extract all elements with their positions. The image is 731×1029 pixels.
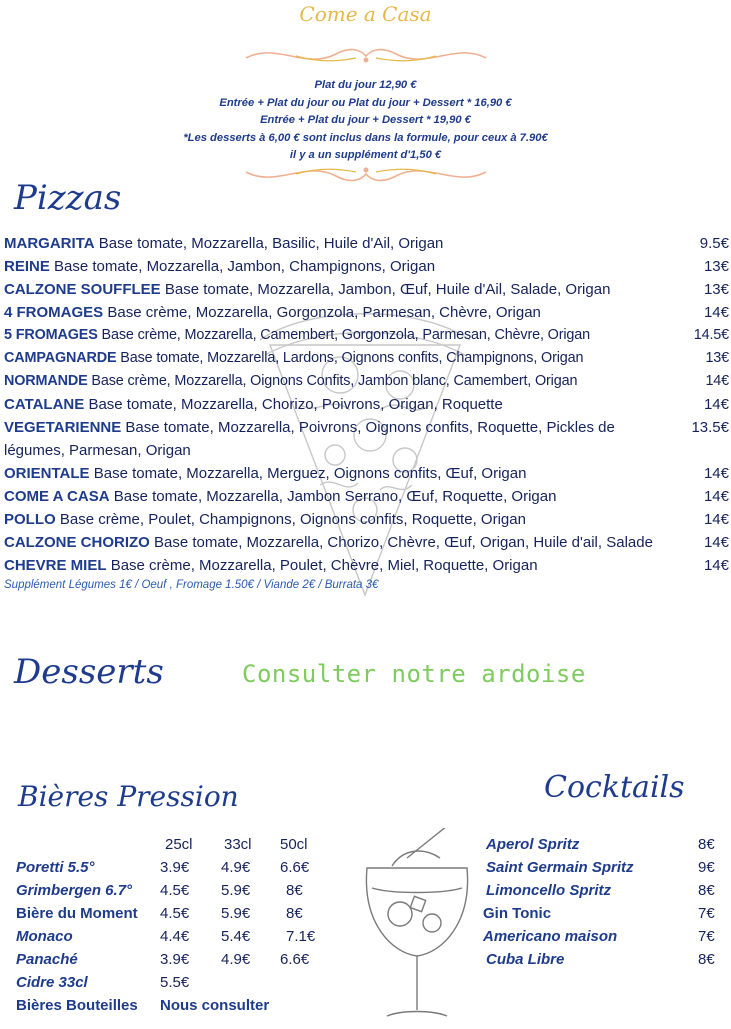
pizza-desc: Base tomate, Mozzarella, Merguez, Oignons confits, Œuf, Origan xyxy=(93,465,527,482)
beer-price-25: 3.9€ xyxy=(160,951,190,968)
beer-row xyxy=(16,882,336,899)
beer-row xyxy=(16,974,336,991)
beer-name: Poretti 5.5° xyxy=(16,859,95,876)
cocktail-glass-illustration xyxy=(352,828,482,1029)
pizza-desc: Base tomate, Mozzarella, Jambon, Œuf, Huile d'Ail, Salade, Origan xyxy=(164,281,611,298)
pizza-item xyxy=(4,255,729,278)
beer-row xyxy=(16,928,336,945)
pizza-desc: Base crème, Mozzarella, Gorgonzola, Parmesan, Chèvre, Origan xyxy=(107,304,541,321)
pizza-price: 13€ xyxy=(703,281,729,298)
pizza-price: 14€ xyxy=(703,534,729,551)
pizza-price: 14€ xyxy=(703,304,729,321)
beer-price-25: 5.5€ xyxy=(160,974,190,991)
beer-col-header: 33cl xyxy=(224,836,252,853)
pizza-price: 14€ xyxy=(703,511,729,528)
pizza-item xyxy=(4,508,729,531)
beer-name: Panaché xyxy=(16,951,78,968)
beer-col-header: 50cl xyxy=(280,836,308,853)
cocktail-item xyxy=(486,882,722,899)
beer-name: Monaco xyxy=(16,928,73,945)
beer-price-50: 8€ xyxy=(286,882,303,899)
pizza-item xyxy=(4,416,729,462)
cocktail-name: Limoncello Spritz xyxy=(486,882,612,899)
pizza-item xyxy=(4,462,729,485)
beer-row xyxy=(16,859,336,876)
pizza-desc: Base tomate, Mozzarella, Basilic, Huile d'Ail, Origan xyxy=(98,235,444,252)
pizza-supplement: Supplément Légumes 1€ / Oeuf , Fromage 1.50€ / Viande 2€ / Burrata 3€ xyxy=(4,579,379,591)
pizza-name: CAMPAGNARDE xyxy=(4,350,117,366)
cocktail-item xyxy=(486,836,722,853)
beer-name: Grimbergen 6.7° xyxy=(16,882,133,899)
pizza-price: 9.5€ xyxy=(699,235,729,252)
pizza-desc: Base crème, Mozzarella, Poulet, Chèvre, Miel, Roquette, Origan xyxy=(110,557,538,574)
cocktail-item xyxy=(483,905,722,922)
desserts-note: Consulter notre ardoise xyxy=(242,660,586,688)
beer-price-25: 3.9€ xyxy=(160,859,190,876)
cocktail-price: 8€ xyxy=(698,836,715,853)
beer-row xyxy=(16,905,336,922)
pizza-item xyxy=(4,370,729,393)
beer-price-50: 6.6€ xyxy=(280,859,310,876)
beer-price-33: 5.9€ xyxy=(221,905,251,922)
cocktail-item xyxy=(486,859,722,876)
pizza-desc: Base tomate, Mozzarella, Chorizo, Poivrons, Origan, Roquette xyxy=(88,396,503,413)
pizza-item xyxy=(4,232,729,255)
cocktail-price: 8€ xyxy=(698,951,715,968)
pizza-name: 4 FROMAGES xyxy=(4,304,104,321)
formula-line: *Les desserts à 6,00 € sont inclus dans la formule, pour ceux à 7.90€ xyxy=(183,131,548,144)
pizza-name: NORMANDE xyxy=(4,373,88,389)
pizza-desc: Base tomate, Mozzarella, Jambon Serrano, Œuf, Roquette, Origan xyxy=(113,488,557,505)
beer-price-25: Nous consulter xyxy=(160,997,270,1014)
beer-price-33: 4.9€ xyxy=(221,951,251,968)
formula-line: il y a un supplément d'1,50 € xyxy=(289,149,442,162)
desserts-title: Desserts xyxy=(14,652,164,692)
beer-price-33: 5.4€ xyxy=(221,928,251,945)
pizza-name: CALZONE SOUFFLEE xyxy=(4,281,161,298)
pizza-item xyxy=(4,301,729,324)
cocktail-name: Saint Germain Spritz xyxy=(486,859,634,876)
cocktail-name: Gin Tonic xyxy=(483,905,552,922)
pizza-price: 14€ xyxy=(703,465,729,482)
pizza-item xyxy=(4,324,729,347)
beer-name: Bières Bouteilles xyxy=(16,997,138,1014)
beer-row xyxy=(16,997,336,1014)
pizza-item xyxy=(4,347,729,370)
pizza-name: ORIENTALE xyxy=(4,465,90,482)
formula-line: Entrée + Plat du jour + Dessert * 19,90 € xyxy=(260,114,471,127)
cocktail-name: Americano maison xyxy=(483,928,618,945)
beer-price-25: 4.4€ xyxy=(160,928,190,945)
pizza-desc: Base tomate, Mozzarella, Chorizo, Chèvre, Œuf, Origan, Huile d'ail, Salade xyxy=(154,534,653,551)
beer-price-33: 4.9€ xyxy=(221,859,251,876)
pizza-item xyxy=(4,485,729,508)
cocktail-price: 7€ xyxy=(698,905,715,922)
pizza-desc: Base crème, Poulet, Champignons, Oignons confits, Roquette, Origan xyxy=(59,511,526,528)
swirl-ornament-top xyxy=(0,40,731,75)
beer-name: Cidre 33cl xyxy=(16,974,88,991)
cocktail-item xyxy=(483,928,722,945)
pizza-name: CHEVRE MIEL xyxy=(4,557,107,574)
pizza-name: VEGETARIENNE xyxy=(4,419,122,436)
cocktail-price: 9€ xyxy=(698,859,715,876)
pizza-list xyxy=(4,232,729,593)
beers-title: Bières Pression xyxy=(18,780,239,813)
pizza-price: 13€ xyxy=(703,258,729,275)
pizza-name: MARGARITA xyxy=(4,235,95,252)
formula-line: Plat du jour 12,90 € xyxy=(314,79,417,91)
cocktail-name: Cuba Libre xyxy=(486,951,565,968)
pizza-name: CATALANE xyxy=(4,396,85,413)
cocktail-price: 7€ xyxy=(698,928,715,945)
pizza-name: 5 FROMAGES xyxy=(4,327,98,343)
pizza-price: 14€ xyxy=(705,373,729,389)
beer-col-header: 25cl xyxy=(165,836,193,853)
pizza-name: POLLO xyxy=(4,511,56,528)
pizza-desc: Base tomate, Mozzarella, Poivrons, Oignons confits, Roquette, Pickles de légumes, Parmesan, Origan xyxy=(4,419,615,459)
pizza-price: 13.5€ xyxy=(691,419,729,436)
pizza-desc: Base crème, Mozzarella, Oignons Confits, Jambon blanc, Camembert, Origan xyxy=(91,373,578,389)
pizzas-title: Pizzas xyxy=(14,178,122,218)
formula-block xyxy=(0,77,731,165)
pizza-price: 13€ xyxy=(705,350,729,366)
pizza-item xyxy=(4,393,729,416)
cocktail-item xyxy=(486,951,722,968)
pizza-name: REINE xyxy=(4,258,50,275)
pizza-desc: Base tomate, Mozzarella, Jambon, Champignons, Origan xyxy=(54,258,436,275)
pizza-item xyxy=(4,554,729,577)
pizza-name: CALZONE CHORIZO xyxy=(4,534,150,551)
pizza-item xyxy=(4,531,729,554)
beer-price-50: 7.1€ xyxy=(286,928,316,945)
beer-price-25: 4.5€ xyxy=(160,905,190,922)
pizza-price: 14.5€ xyxy=(693,327,729,343)
pizza-price: 14€ xyxy=(703,488,729,505)
brand-logo: Come a Casa xyxy=(299,2,432,26)
pizza-price: 14€ xyxy=(703,557,729,574)
pizza-name: COME A CASA xyxy=(4,488,110,505)
cocktail-price: 8€ xyxy=(698,882,715,899)
pizza-price: 14€ xyxy=(703,396,729,413)
cocktail-name: Aperol Spritz xyxy=(486,836,580,853)
cocktails-title: Cocktails xyxy=(544,770,685,805)
pizza-desc: Base crème, Mozzarella, Camembert, Gorgonzola, Parmesan, Chèvre, Origan xyxy=(101,327,590,343)
beer-name: Bière du Moment xyxy=(16,905,138,922)
beer-price-50: 8€ xyxy=(286,905,303,922)
beer-row xyxy=(16,951,336,968)
pizza-desc: Base tomate, Mozzarella, Lardons, Oignons confits, Champignons, Origan xyxy=(120,350,584,366)
pizza-item xyxy=(4,278,729,301)
formula-line: Entrée + Plat du jour ou Plat du jour + Dessert * 16,90 € xyxy=(219,96,512,109)
beer-price-25: 4.5€ xyxy=(160,882,190,899)
beer-price-50: 6.6€ xyxy=(280,951,310,968)
beer-price-33: 5.9€ xyxy=(221,882,251,899)
